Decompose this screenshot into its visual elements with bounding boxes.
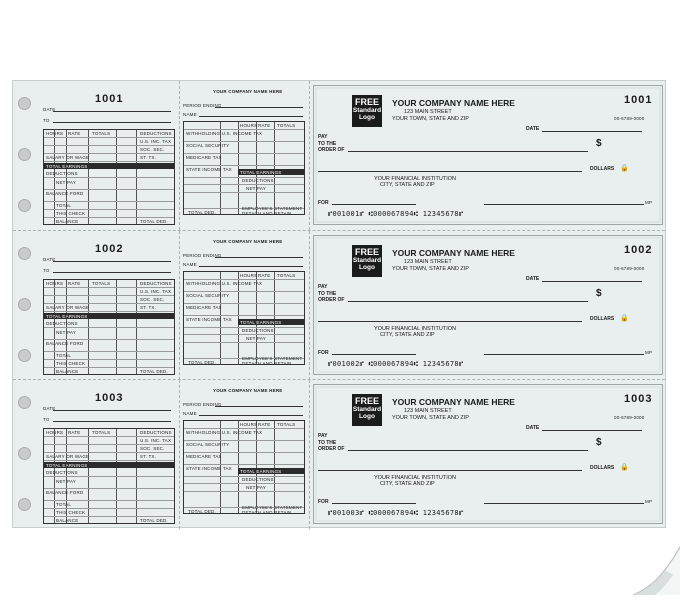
bank-city: CITY, STATE AND ZIP: [380, 481, 435, 487]
bank-city: CITY, STATE AND ZIP: [380, 182, 435, 188]
memo-line: [332, 354, 416, 355]
stub-to-line: [53, 122, 171, 123]
col-hours: HOURS: [240, 123, 258, 128]
row-total: TOTAL: [56, 502, 72, 507]
mp-mark: MP: [645, 350, 653, 355]
date-line: [542, 281, 642, 282]
micr-line: ⑈001001⑈ ⑆000067894⑆ 12345678⑈: [328, 210, 464, 218]
col-rate: RATE: [258, 422, 271, 427]
row-total-ded: TOTAL DED.: [188, 509, 216, 514]
stub-record: [39, 380, 180, 529]
col-totals: TOTALS: [92, 430, 111, 435]
stub-company-heading: YOUR COMPANY NAME HERE: [213, 239, 283, 244]
pay-label: PAY: [318, 284, 328, 290]
detach-caption: DETACH AND RETAIN: [242, 361, 292, 366]
payee-line: [348, 151, 588, 152]
stub-date-line: [53, 111, 171, 112]
name-label: NAME: [183, 411, 197, 416]
mp-mark: MP: [645, 200, 653, 205]
amount-words-line: [318, 321, 582, 322]
stub-date-label: DATE: [43, 406, 56, 411]
row-total-ded: TOTAL DED.: [188, 210, 216, 215]
row-us-inc-tax: U.S. INC. TAX: [140, 438, 172, 443]
row-st-tx: ST. TX.: [140, 454, 157, 459]
row-total: TOTAL: [56, 203, 72, 208]
pay-label: PAY: [318, 134, 328, 140]
to-the-label: TO THE: [318, 291, 337, 297]
row-withholding: WITHHOLDING U.S. INCOME TAX: [186, 430, 263, 435]
for-label: FOR: [318, 350, 329, 356]
row-medicare: MEDICARE TAX: [186, 454, 222, 459]
amount-words-line: [318, 470, 582, 471]
date-line: [542, 131, 642, 132]
signature-line: [484, 503, 644, 504]
row-soc-sec: SOC. SEC.: [140, 147, 165, 152]
stub-company-heading: YOUR COMPANY NAME HERE: [213, 388, 283, 393]
check-face: [313, 235, 663, 375]
check-row: [13, 379, 665, 529]
statement-grid: [183, 271, 305, 365]
company-city: YOUR TOWN, STATE AND ZIP: [392, 266, 469, 272]
binder-hole: [18, 298, 31, 311]
pay-label: PAY: [318, 433, 328, 439]
signature-line: [484, 204, 644, 205]
binder-hole: [18, 349, 31, 362]
stub-date-label: DATE: [43, 257, 56, 262]
row-salary: SALARY OR WAGE: [46, 454, 90, 459]
row-balance-fwd: BALANCE FORD: [46, 191, 84, 196]
bank-city: CITY, STATE AND ZIP: [380, 332, 435, 338]
company-city: YOUR TOWN, STATE AND ZIP: [392, 116, 469, 122]
col-totals: TOTALS: [277, 422, 296, 427]
row-net-pay: NET PAY: [56, 180, 76, 185]
stub-to-line: [53, 421, 171, 422]
period-ending-line: [215, 406, 303, 407]
check-row: [13, 81, 665, 230]
company-address: 123 MAIN STREET: [404, 408, 452, 414]
employee-statement-stub: [179, 81, 310, 230]
stub-ledger-grid: [43, 428, 175, 524]
company-address: 123 MAIN STREET: [404, 109, 452, 115]
to-the-label: TO THE: [318, 440, 337, 446]
company-name: YOUR COMPANY NAME HERE: [392, 98, 515, 108]
stub-record: [39, 81, 180, 230]
row-net-pay: NET PAY: [56, 479, 76, 484]
row-deductions: DEDUCTIONS: [46, 470, 78, 475]
memo-line: [332, 503, 416, 504]
stub-to-label: TO: [43, 417, 50, 422]
row-this-check: THIS CHECK: [56, 361, 86, 366]
binder-hole: [18, 396, 31, 409]
col-rate: RATE: [68, 131, 81, 136]
row-social-security: SOCIAL SECURITY: [186, 293, 230, 298]
binder-hole: [18, 199, 31, 212]
dollars-label: DOLLARS: [590, 166, 615, 172]
row-deductions: DEDUCTIONS: [242, 477, 274, 482]
micr-line: ⑈001003⑈ ⑆000067894⑆ 12345678⑈: [328, 509, 464, 517]
stub-check-number: 1001: [95, 93, 124, 105]
binder-hole: [18, 148, 31, 161]
period-ending-line: [215, 257, 303, 258]
col-totals: TOTALS: [92, 131, 111, 136]
page-curl-graphic: [625, 545, 680, 595]
row-salary: SALARY OR WAGE: [46, 155, 90, 160]
employee-statement-stub: [179, 380, 310, 529]
col-hours: HOURS: [46, 281, 64, 286]
period-ending-label: PERIOD ENDING: [183, 402, 222, 407]
employee-statement-stub: [179, 231, 310, 380]
stub-record: [39, 231, 180, 380]
padlock-icon: 🔒: [620, 315, 629, 322]
row-medicare: MEDICARE TAX: [186, 305, 222, 310]
col-deductions: DEDUCTIONS: [140, 430, 172, 435]
check-number: 1001: [624, 94, 653, 106]
stub-check-number: 1002: [95, 243, 124, 255]
stub-ledger-grid: [43, 129, 175, 225]
signature-line: [484, 354, 644, 355]
free-logo-badge: FREE Standard Logo: [352, 394, 382, 426]
row-net-pay: NET PAY: [246, 485, 266, 490]
row-total-ded: TOTAL DED.: [140, 219, 168, 224]
row-deductions: DEDUCTIONS: [242, 178, 274, 183]
for-label: FOR: [318, 499, 329, 505]
stub-to-label: TO: [43, 118, 50, 123]
row-deductions: DEDUCTIONS: [46, 171, 78, 176]
row-total-earnings: TOTAL EARNINGS: [46, 463, 88, 468]
col-hours: HOURS: [46, 131, 64, 136]
mp-mark: MP: [645, 499, 653, 504]
memo-line: [332, 204, 416, 205]
row-net-pay: NET PAY: [246, 336, 266, 341]
row-st-tx: ST. TX.: [140, 155, 157, 160]
micr-line: ⑈001002⑈ ⑆000067894⑆ 12345678⑈: [328, 360, 464, 368]
row-us-inc-tax: U.S. INC. TAX: [140, 289, 172, 294]
routing-fraction: 00-6789-0000: [614, 266, 645, 271]
check-row: [13, 230, 665, 380]
dollars-label: DOLLARS: [590, 465, 615, 471]
row-medicare: MEDICARE TAX: [186, 155, 222, 160]
check-number: 1002: [624, 244, 653, 256]
row-state-tax: STATE INCOME TAX: [186, 317, 232, 322]
dollar-sign: $: [596, 437, 602, 448]
check-face: [313, 85, 663, 225]
row-withholding: WITHHOLDING U.S. INCOME TAX: [186, 131, 263, 136]
stub-date-label: DATE: [43, 107, 56, 112]
stub-check-number: 1003: [95, 392, 124, 404]
order-of-label: ORDER OF: [318, 297, 345, 303]
free-logo-badge: FREE Standard Logo: [352, 245, 382, 277]
col-hours: HOURS: [240, 422, 258, 427]
row-total-earnings: TOTAL EARNINGS: [46, 164, 88, 169]
col-totals: TOTALS: [277, 123, 296, 128]
period-ending-label: PERIOD ENDING: [183, 253, 222, 258]
row-salary: SALARY OR WAGE: [46, 305, 90, 310]
col-hours: HOURS: [46, 430, 64, 435]
company-name: YOUR COMPANY NAME HERE: [392, 397, 515, 407]
bank-name: YOUR FINANCIAL INSTITUTION: [374, 475, 456, 481]
row-net-pay: NET PAY: [56, 330, 76, 335]
row-net-pay: NET PAY: [246, 186, 266, 191]
row-total-earnings: TOTAL EARNINGS: [46, 314, 88, 319]
payee-line: [348, 450, 588, 451]
col-deductions: DEDUCTIONS: [140, 281, 172, 286]
payee-line: [348, 301, 588, 302]
routing-fraction: 00-6789-0000: [614, 116, 645, 121]
row-soc-sec: SOC. SEC.: [140, 446, 165, 451]
detach-caption: DETACH AND RETAIN: [242, 211, 292, 216]
date-label: DATE: [526, 126, 540, 132]
row-balance: BALANCE: [56, 369, 79, 374]
statement-grid: [183, 121, 305, 215]
row-total-ded: TOTAL DED.: [188, 360, 216, 365]
binder-hole: [18, 247, 31, 260]
col-deductions: DEDUCTIONS: [140, 131, 172, 136]
col-hours: HOURS: [240, 273, 258, 278]
detach-caption: DETACH AND RETAIN: [242, 510, 292, 515]
col-rate: RATE: [68, 430, 81, 435]
row-total-ded: TOTAL DED.: [140, 518, 168, 523]
dollar-sign: $: [596, 138, 602, 149]
row-soc-sec: SOC. SEC.: [140, 297, 165, 302]
row-total-earnings: TOTAL EARNINGS: [240, 469, 282, 474]
row-this-check: THIS CHECK: [56, 211, 86, 216]
row-total-earnings: TOTAL EARNINGS: [240, 170, 282, 175]
row-deductions: DEDUCTIONS: [242, 328, 274, 333]
order-of-label: ORDER OF: [318, 446, 345, 452]
statement-grid: [183, 420, 305, 514]
col-rate: RATE: [68, 281, 81, 286]
name-label: NAME: [183, 262, 197, 267]
col-totals: TOTALS: [92, 281, 111, 286]
bank-name: YOUR FINANCIAL INSTITUTION: [374, 326, 456, 332]
stub-to-label: TO: [43, 268, 50, 273]
for-label: FOR: [318, 200, 329, 206]
stub-date-line: [53, 410, 171, 411]
routing-fraction: 00-6789-0000: [614, 415, 645, 420]
bank-name: YOUR FINANCIAL INSTITUTION: [374, 176, 456, 182]
company-name: YOUR COMPANY NAME HERE: [392, 248, 515, 258]
row-state-tax: STATE INCOME TAX: [186, 466, 232, 471]
binder-hole: [18, 447, 31, 460]
dollar-sign: $: [596, 288, 602, 299]
row-this-check: THIS CHECK: [56, 510, 86, 515]
col-rate: RATE: [258, 123, 271, 128]
statement-caption: EMPLOYEE'S STATEMENT: [242, 356, 303, 361]
row-total-earnings: TOTAL EARNINGS: [240, 320, 282, 325]
name-line: [199, 116, 303, 117]
row-social-security: SOCIAL SECURITY: [186, 143, 230, 148]
stub-to-line: [53, 272, 171, 273]
name-line: [199, 266, 303, 267]
order-of-label: ORDER OF: [318, 147, 345, 153]
free-logo-badge: FREE Standard Logo: [352, 95, 382, 127]
date-label: DATE: [526, 425, 540, 431]
row-balance-fwd: BALANCE FORD: [46, 490, 84, 495]
row-balance: BALANCE: [56, 518, 79, 523]
row-social-security: SOCIAL SECURITY: [186, 442, 230, 447]
col-rate: RATE: [258, 273, 271, 278]
dollars-label: DOLLARS: [590, 316, 615, 322]
binder-hole: [18, 498, 31, 511]
company-city: YOUR TOWN, STATE AND ZIP: [392, 415, 469, 421]
date-line: [542, 430, 642, 431]
row-st-tx: ST. TX.: [140, 305, 157, 310]
period-ending-line: [215, 107, 303, 108]
row-total-ded: TOTAL DED.: [140, 369, 168, 374]
name-line: [199, 415, 303, 416]
row-balance-fwd: BALANCE FORD: [46, 341, 84, 346]
date-label: DATE: [526, 276, 540, 282]
row-total: TOTAL: [56, 353, 72, 358]
company-address: 123 MAIN STREET: [404, 259, 452, 265]
check-number: 1003: [624, 393, 653, 405]
stub-date-line: [53, 261, 171, 262]
padlock-icon: 🔒: [620, 165, 629, 172]
statement-caption: EMPLOYEE'S STATEMENT: [242, 206, 303, 211]
row-deductions: DEDUCTIONS: [46, 321, 78, 326]
col-totals: TOTALS: [277, 273, 296, 278]
to-the-label: TO THE: [318, 141, 337, 147]
period-ending-label: PERIOD ENDING: [183, 103, 222, 108]
row-us-inc-tax: U.S. INC. TAX: [140, 139, 172, 144]
stub-company-heading: YOUR COMPANY NAME HERE: [213, 89, 283, 94]
row-withholding: WITHHOLDING U.S. INCOME TAX: [186, 281, 263, 286]
statement-caption: EMPLOYEE'S STATEMENT: [242, 505, 303, 510]
padlock-icon: 🔒: [620, 464, 629, 471]
stub-ledger-grid: [43, 279, 175, 375]
name-label: NAME: [183, 112, 197, 117]
binder-hole: [18, 97, 31, 110]
row-balance: BALANCE: [56, 219, 79, 224]
amount-words-line: [318, 171, 582, 172]
check-sheet: [12, 80, 666, 528]
row-state-tax: STATE INCOME TAX: [186, 167, 232, 172]
check-face: [313, 384, 663, 524]
